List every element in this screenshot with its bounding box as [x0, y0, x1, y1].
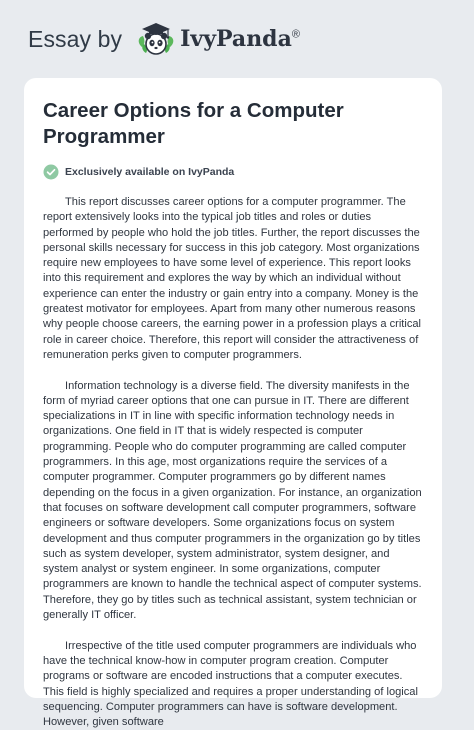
essay-card [24, 78, 442, 729]
panda-graduation-cap-icon [134, 17, 178, 61]
exclusive-badge-text: Exclusively available on IvyPanda [65, 166, 235, 178]
ivypanda-logo[interactable] [134, 17, 300, 61]
site-header [0, 0, 474, 78]
exclusive-badge [43, 164, 424, 180]
paragraph-1: This report discusses career options for a computer programmer. The report extensively looks into the typical job titles and roles or duties performed by people who hold the job titles. Further, the report discusses the personal skills necessary for success in this job category. Most organizations require new employees to have some level of experience. This report looks into this requirement and explores the way by which an individual without experience can enter the industry or gain entry into a company. Money is the greatest motivator for employees. Apart from many other numerous reasons why people choose careers, the earning power in a profession plays a critical role in career choice. Therefore, this report will consider the attractiveness of remuneration perks given to computer programmers. [43, 196, 422, 361]
essay-by-label: Essay by [28, 25, 123, 52]
check-circle-icon [43, 164, 59, 180]
paragraph-3: Irrespective of the title used computer programmers are individuals who have the technical know-how in computer program creation. Computer programs or software are encoded instructions that a computer executes. This field is highly specialized and requires a proper understanding of logical sequencing. Computer programmers can have is software development. However, given software [43, 639, 418, 729]
essay-body [43, 195, 424, 730]
essay-title: Career Options for a Computer Programmer [43, 99, 344, 148]
brand-text: IvyPanda [180, 26, 292, 52]
brand-name [180, 26, 300, 52]
registered-mark: ® [291, 28, 300, 41]
paragraph-2: Information technology is a diverse field. The diversity manifests in the form of myriad career options that one can pursue in IT. There are different specializations in IT in line with specific information technology needs in organizations. One field in IT that is widely respected is computer programming. People who do computer programming are called computer programmers. In this age, most organizations require the services of a computer programmer. Computer programmers go by different names depending on the focus in a given organization. For instance, an organization that focuses on software development call computer programmers, software engineers or software developers. Some organizations focus on system development and thus computer programmers in the organization go by titles such as system developer, system administrator, system designer, and system analyst or system engineer. In some organizations, computer programmers are known to handle the technical aspect of computer systems. Therefore, they go by titles such as technical assistant, system technician or generally IT officer. [43, 379, 422, 622]
